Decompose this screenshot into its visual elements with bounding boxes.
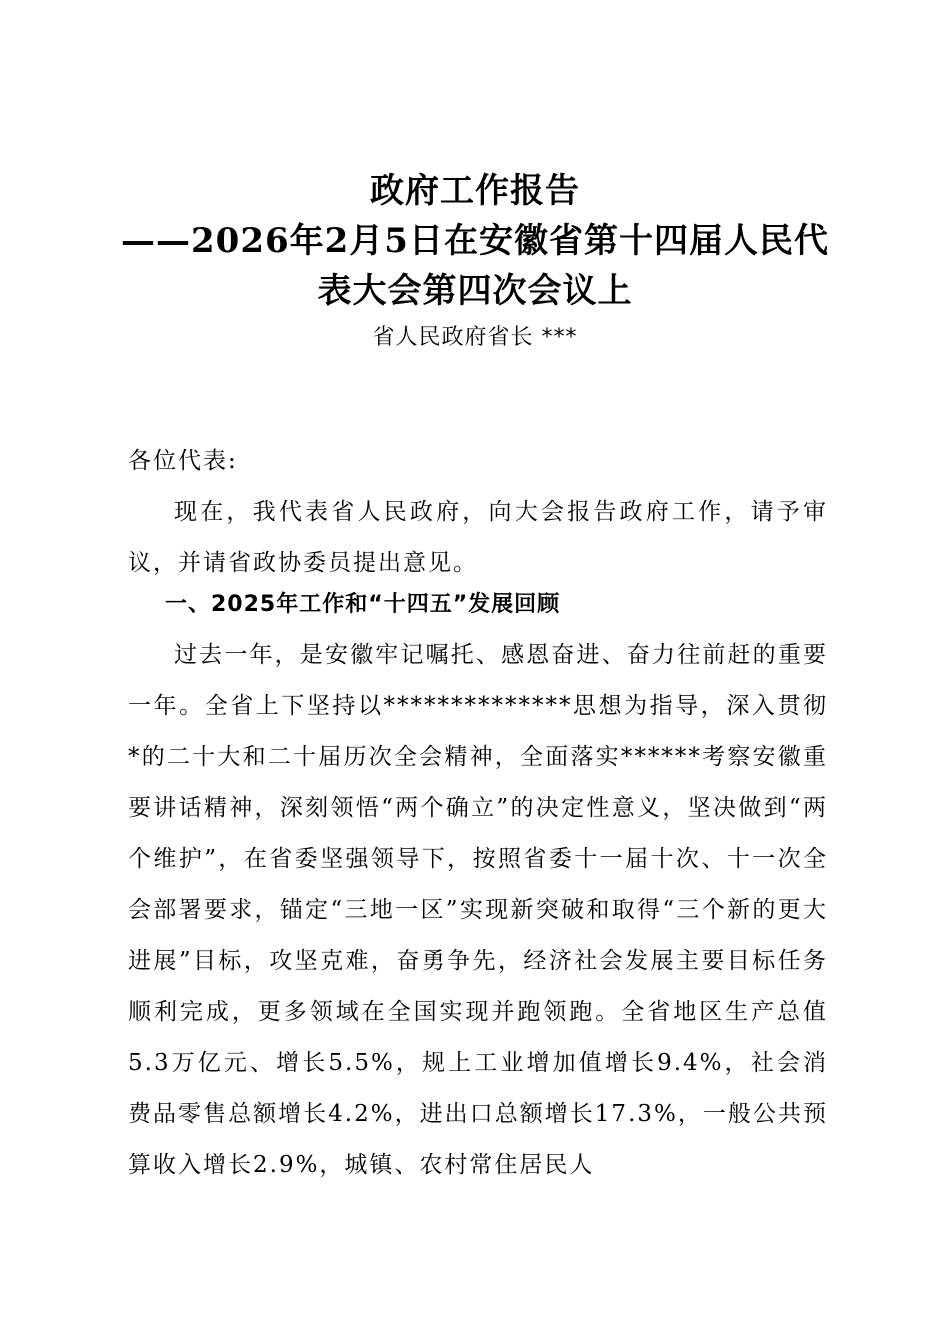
paragraph-1: 现在，我代表省人民政府，向大会报告政府工作，请予审议，并请省政协委员提出意见。	[128, 499, 828, 576]
document-title: 政府工作报告	[370, 171, 580, 211]
document-author: 省人民政府省长 ***	[372, 325, 578, 350]
document-subtitle-line2: 表大会第四次会议上	[317, 271, 633, 311]
paragraph-2: 过去一年，是安徽牢记嘱托、感恩奋进、奋力往前赶的重要一年。全省上下坚持以**************思想为指导，深入贯彻*的二十大和二十届历次全会精神，全面落实******考察安徽重要讲话精神，深刻领悟“两个确立”的决定性意义，坚决做到“两个维护”，在省委坚强领导下，按照省委十一届十次、十一次全会部署要求，锚定“三地一区”实现新突破和取得“三个新的更大进展”目标，攻坚克难，奋勇争先，经济社会发展主要目标任务顺利完成，更多领域在全国实现并跑领跑。全省地区生产总值5.3万亿元、增长5.5%，规上工业增加值增长9.4%，社会消费品零售总额增长4.2%，进出口总额增长17.3%，一般公共预算收入增长2.9%，城镇、农村常住居民人	[128, 642, 828, 1178]
salutation: 各位代表:	[128, 448, 238, 474]
document-subtitle-line1: ——2026年2月5日在安徽省第十四届人民代	[121, 221, 829, 261]
section-1-heading: 一、2025年工作和“十四五”发展回顾	[165, 592, 561, 617]
